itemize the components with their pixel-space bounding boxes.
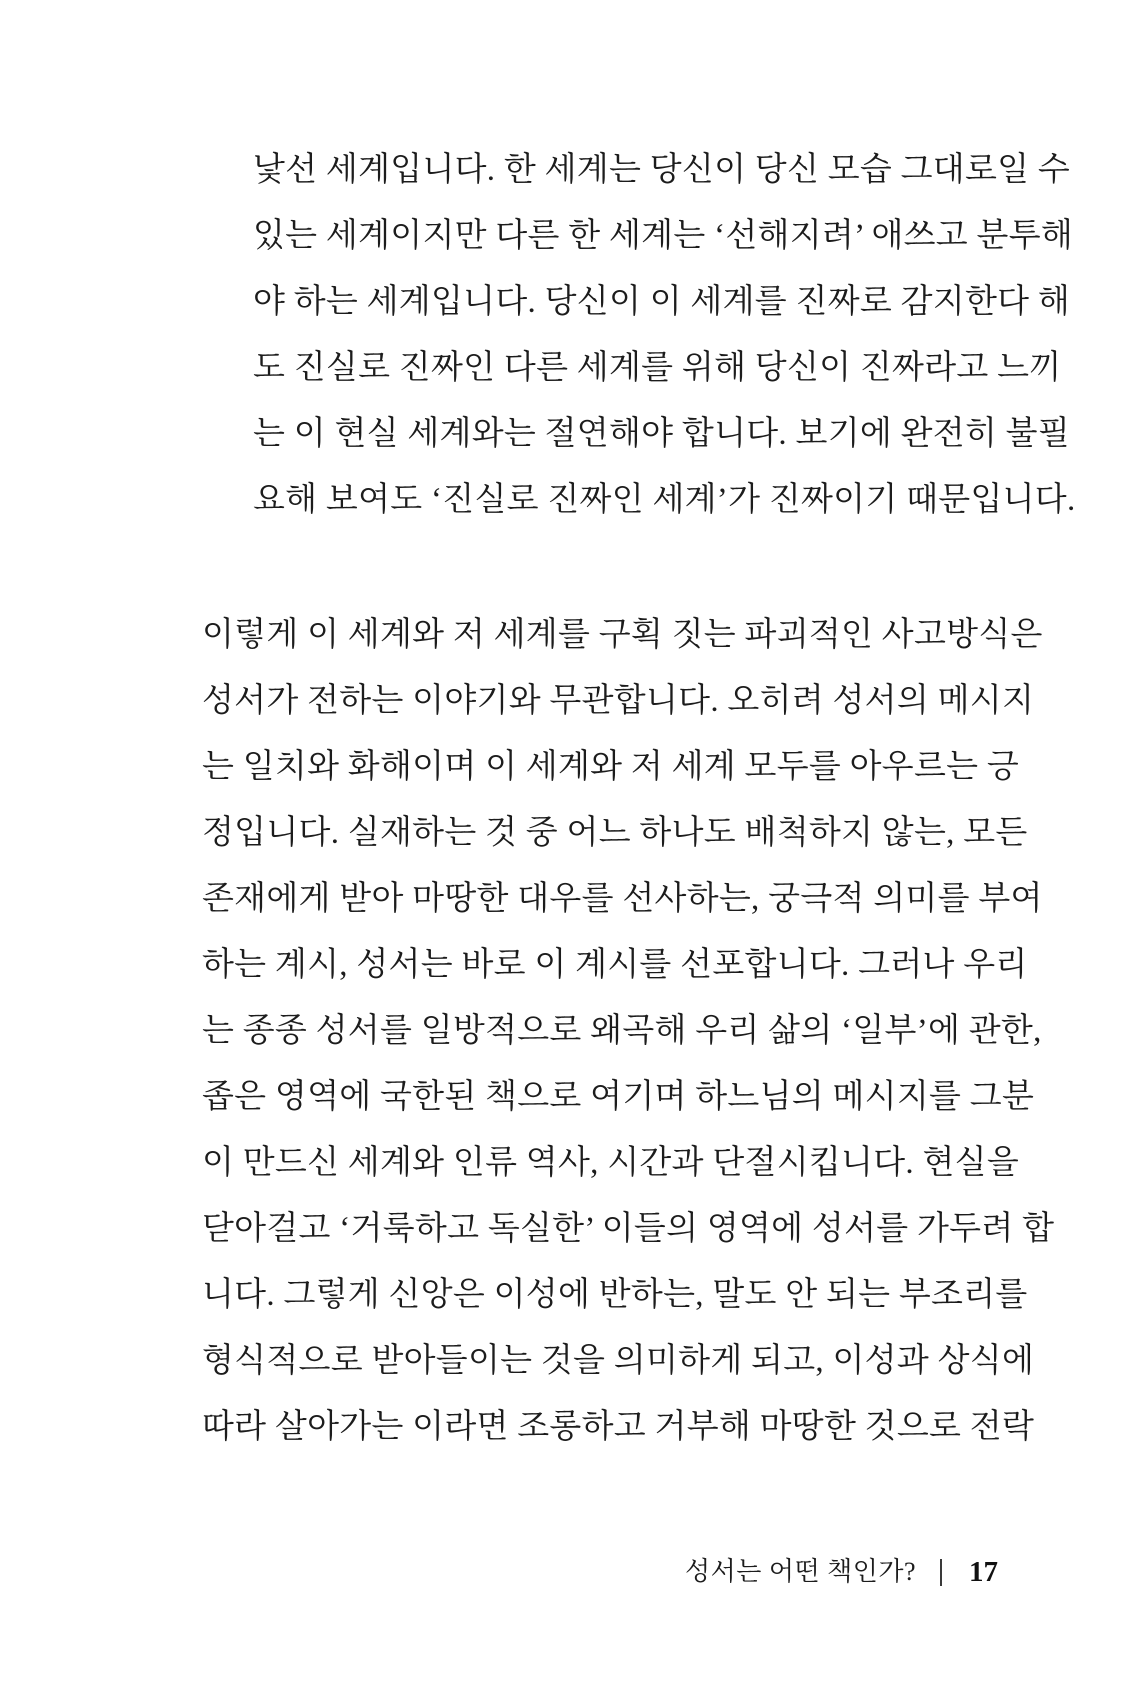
- quote-line: 는 이 현실 세계와는 절연해야 합니다. 보기에 완전히 불필: [253, 416, 1071, 452]
- page-number: 17: [969, 1556, 998, 1588]
- body-line: 이렇게 이 세계와 저 세계를 구획 짓는 파괴적인 사고방식은: [202, 617, 1043, 653]
- quote-line: 요해 보여도 ‘진실로 진짜인 세계’가 진짜이기 때문입니다.: [253, 482, 1076, 518]
- footer-divider: [940, 1559, 942, 1586]
- page-footer: [685, 1552, 998, 1592]
- body-line: 닫아걸고 ‘거룩하고 독실한’ 이들의 영역에 성서를 가두려 합: [202, 1211, 1055, 1247]
- running-title: 성서는 어떤 책인가?: [685, 1557, 916, 1586]
- body-line: 형식적으로 받아들이는 것을 의미하게 되고, 이성과 상식에: [202, 1343, 1035, 1379]
- block-quote: [253, 137, 1076, 533]
- body-line: 정입니다. 실재하는 것 중 어느 하나도 배척하지 않는, 모든: [202, 815, 1028, 851]
- quote-line: 도 진실로 진짜인 다른 세계를 위해 당신이 진짜라고 느끼: [253, 350, 1062, 386]
- body-line: 는 종종 성서를 일방적으로 왜곡해 우리 삶의 ‘일부’에 관한,: [202, 1013, 1042, 1049]
- body-line: 니다. 그렇게 신앙은 이성에 반하는, 말도 안 되는 부조리를: [202, 1277, 1028, 1313]
- body-line: 존재에게 받아 마땅한 대우를 선사하는, 궁극적 의미를 부여: [202, 881, 1043, 917]
- quote-line: 있는 세계이지만 다른 한 세계는 ‘선해지려’ 애쓰고 분투해: [253, 218, 1074, 254]
- body-line: 하는 계시, 성서는 바로 이 계시를 선포합니다. 그러나 우리: [202, 947, 1028, 983]
- quote-line: 야 하는 세계입니다. 당신이 이 세계를 진짜로 감지한다 해: [253, 284, 1071, 320]
- quote-line: 낯선 세계입니다. 한 세계는 당신이 당신 모습 그대로일 수: [253, 152, 1071, 188]
- body-line: 따라 살아가는 이라면 조롱하고 거부해 마땅한 것으로 전락: [202, 1409, 1035, 1445]
- body-paragraph: [202, 602, 1055, 1460]
- body-line: 성서가 전하는 이야기와 무관합니다. 오히려 성서의 메시지: [202, 683, 1035, 719]
- body-line: 는 일치와 화해이며 이 세계와 저 세계 모두를 아우르는 긍: [202, 749, 1020, 785]
- body-line: 이 만드신 세계와 인류 역사, 시간과 단절시킵니다. 현실을: [202, 1145, 1020, 1181]
- body-line: 좁은 영역에 국한된 책으로 여기며 하느님의 메시지를 그분: [202, 1079, 1035, 1115]
